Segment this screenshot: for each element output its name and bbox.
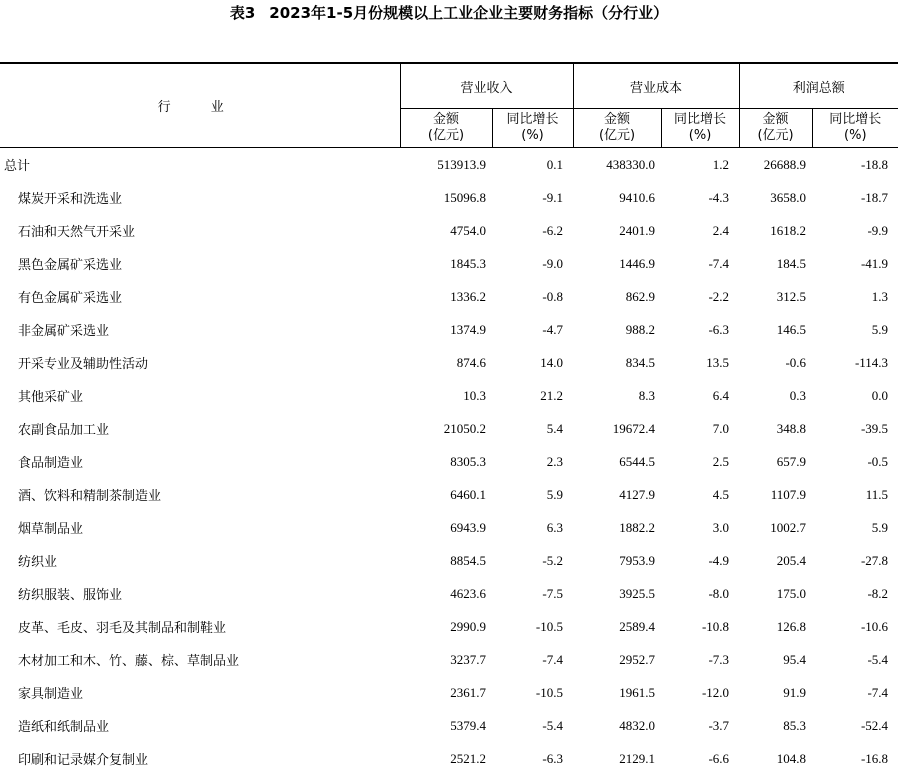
table-row <box>0 610 898 643</box>
profit-growth-cell: -7.4 <box>812 676 898 709</box>
revenue-amount-cell: 1336.2 <box>400 280 492 313</box>
table-row <box>0 709 898 742</box>
profit-growth-cell: -9.9 <box>812 214 898 247</box>
profit-growth-cell: 5.9 <box>812 511 898 544</box>
revenue-growth-cell: -10.5 <box>492 676 573 709</box>
cost-growth-cell: -7.3 <box>661 643 739 676</box>
table-row <box>0 181 898 214</box>
cost-amount-cell: 1446.9 <box>573 247 661 280</box>
profit-growth-cell: -41.9 <box>812 247 898 280</box>
revenue-growth-cell: -6.3 <box>492 742 573 775</box>
table-row <box>0 379 898 412</box>
cost-growth-cell: 4.5 <box>661 478 739 511</box>
cost-growth-cell: -4.9 <box>661 544 739 577</box>
industry-name-cell: 石油和天然气开采业 <box>0 214 400 247</box>
revenue-amount-cell: 4623.6 <box>400 577 492 610</box>
cost-growth-cell: 7.0 <box>661 412 739 445</box>
cost-amount-cell: 7953.9 <box>573 544 661 577</box>
cost-amount-cell: 6544.5 <box>573 445 661 478</box>
profit-growth-cell: 5.9 <box>812 313 898 346</box>
revenue-amount-cell: 874.6 <box>400 346 492 379</box>
table-row <box>0 412 898 445</box>
cost-amount-cell: 2129.1 <box>573 742 661 775</box>
revenue-amount-cell: 1374.9 <box>400 313 492 346</box>
cost-growth-header: 同比增长 (%) <box>661 109 739 148</box>
profit-amount-cell: 126.8 <box>739 610 812 643</box>
cost-growth-cell: -4.3 <box>661 181 739 214</box>
revenue-amount-cell: 6943.9 <box>400 511 492 544</box>
revenue-amount-cell: 8854.5 <box>400 544 492 577</box>
cost-amount-cell: 2589.4 <box>573 610 661 643</box>
cost-amount-cell: 4127.9 <box>573 478 661 511</box>
revenue-growth-cell: 5.4 <box>492 412 573 445</box>
profit-amount-cell: 146.5 <box>739 313 812 346</box>
profit-amount-cell: 95.4 <box>739 643 812 676</box>
industry-name-cell: 酒、饮料和精制茶制造业 <box>0 478 400 511</box>
industry-name-cell: 有色金属矿采选业 <box>0 280 400 313</box>
profit-amount-cell: 184.5 <box>739 247 812 280</box>
table-number: 表3 <box>230 4 255 22</box>
cost-amount-cell: 9410.6 <box>573 181 661 214</box>
profit-amount-cell: 91.9 <box>739 676 812 709</box>
cost-growth-cell: -3.7 <box>661 709 739 742</box>
cost-amount-cell: 19672.4 <box>573 412 661 445</box>
profit-growth-cell: -18.8 <box>812 148 898 182</box>
profit-amount-cell: -0.6 <box>739 346 812 379</box>
industry-name-cell: 总计 <box>0 148 400 182</box>
cost-growth-cell: 2.4 <box>661 214 739 247</box>
table-row <box>0 577 898 610</box>
table-row <box>0 445 898 478</box>
cost-amount-cell: 1961.5 <box>573 676 661 709</box>
industry-name-cell: 木材加工和木、竹、藤、棕、草制品业 <box>0 643 400 676</box>
profit-amount-cell: 348.8 <box>739 412 812 445</box>
revenue-growth-cell: -7.4 <box>492 643 573 676</box>
profit-amount-header: 金额 (亿元) <box>739 109 812 148</box>
table-row <box>0 214 898 247</box>
revenue-amount-cell: 1845.3 <box>400 247 492 280</box>
table-row <box>0 643 898 676</box>
total-row <box>0 148 898 182</box>
industry-name-cell: 纺织业 <box>0 544 400 577</box>
profit-amount-cell: 0.3 <box>739 379 812 412</box>
industry-name-cell: 开采专业及辅助性活动 <box>0 346 400 379</box>
industry-name-cell: 印刷和记录媒介复制业 <box>0 742 400 775</box>
industry-name-cell: 烟草制品业 <box>0 511 400 544</box>
profit-growth-cell: -5.4 <box>812 643 898 676</box>
cost-growth-cell: -12.0 <box>661 676 739 709</box>
revenue-header: 营业收入 <box>400 63 573 109</box>
cost-amount-cell: 1882.2 <box>573 511 661 544</box>
profit-amount-cell: 1002.7 <box>739 511 812 544</box>
table-row <box>0 544 898 577</box>
profit-amount-cell: 104.8 <box>739 742 812 775</box>
revenue-growth-cell: -9.0 <box>492 247 573 280</box>
profit-amount-cell: 657.9 <box>739 445 812 478</box>
cost-amount-cell: 2401.9 <box>573 214 661 247</box>
cost-amount-cell: 8.3 <box>573 379 661 412</box>
table-row <box>0 346 898 379</box>
revenue-growth-cell: 0.1 <box>492 148 573 182</box>
profit-amount-cell: 1618.2 <box>739 214 812 247</box>
revenue-amount-cell: 4754.0 <box>400 214 492 247</box>
revenue-growth-cell: 14.0 <box>492 346 573 379</box>
profit-growth-cell: -18.7 <box>812 181 898 214</box>
cost-growth-cell: -6.6 <box>661 742 739 775</box>
profit-amount-cell: 26688.9 <box>739 148 812 182</box>
industry-name-cell: 其他采矿业 <box>0 379 400 412</box>
revenue-amount-cell: 513913.9 <box>400 148 492 182</box>
table-row <box>0 676 898 709</box>
cost-header: 营业成本 <box>573 63 739 109</box>
cost-amount-cell: 438330.0 <box>573 148 661 182</box>
industry-header: 行 业 <box>0 63 400 148</box>
industry-name-cell: 煤炭开采和洗选业 <box>0 181 400 214</box>
profit-growth-cell: -8.2 <box>812 577 898 610</box>
revenue-amount-cell: 3237.7 <box>400 643 492 676</box>
cost-amount-cell: 4832.0 <box>573 709 661 742</box>
cost-growth-cell: -8.0 <box>661 577 739 610</box>
revenue-amount-cell: 5379.4 <box>400 709 492 742</box>
revenue-amount-cell: 21050.2 <box>400 412 492 445</box>
revenue-amount-cell: 8305.3 <box>400 445 492 478</box>
revenue-amount-cell: 2361.7 <box>400 676 492 709</box>
revenue-growth-cell: -5.2 <box>492 544 573 577</box>
industry-name-cell: 农副食品加工业 <box>0 412 400 445</box>
revenue-growth-cell: 6.3 <box>492 511 573 544</box>
table-row <box>0 280 898 313</box>
cost-amount-header: 金额 (亿元) <box>573 109 661 148</box>
profit-growth-cell: -52.4 <box>812 709 898 742</box>
table-row <box>0 313 898 346</box>
profit-growth-cell: 0.0 <box>812 379 898 412</box>
profit-growth-cell: -10.6 <box>812 610 898 643</box>
revenue-growth-cell: 2.3 <box>492 445 573 478</box>
cost-growth-cell: 3.0 <box>661 511 739 544</box>
table-row <box>0 478 898 511</box>
profit-growth-cell: -114.3 <box>812 346 898 379</box>
industry-name-cell: 造纸和纸制品业 <box>0 709 400 742</box>
profit-amount-cell: 1107.9 <box>739 478 812 511</box>
cost-amount-cell: 988.2 <box>573 313 661 346</box>
cost-growth-cell: 13.5 <box>661 346 739 379</box>
revenue-growth-cell: 5.9 <box>492 478 573 511</box>
profit-growth-cell: 11.5 <box>812 478 898 511</box>
table-title <box>0 4 898 22</box>
revenue-amount-cell: 10.3 <box>400 379 492 412</box>
table-row <box>0 247 898 280</box>
revenue-amount-cell: 2990.9 <box>400 610 492 643</box>
cost-amount-cell: 834.5 <box>573 346 661 379</box>
industry-name-cell: 皮革、毛皮、羽毛及其制品和制鞋业 <box>0 610 400 643</box>
financial-indicators-table <box>0 62 898 775</box>
profit-growth-cell: -16.8 <box>812 742 898 775</box>
revenue-growth-cell: -10.5 <box>492 610 573 643</box>
table-row <box>0 511 898 544</box>
cost-growth-cell: 6.4 <box>661 379 739 412</box>
industry-name-cell: 非金属矿采选业 <box>0 313 400 346</box>
cost-growth-cell: -7.4 <box>661 247 739 280</box>
profit-growth-cell: -27.8 <box>812 544 898 577</box>
revenue-growth-cell: -6.2 <box>492 214 573 247</box>
profit-header: 利润总额 <box>739 63 898 109</box>
profit-amount-cell: 3658.0 <box>739 181 812 214</box>
cost-amount-cell: 3925.5 <box>573 577 661 610</box>
revenue-growth-cell: 21.2 <box>492 379 573 412</box>
profit-growth-cell: -39.5 <box>812 412 898 445</box>
revenue-growth-header: 同比增长 (%) <box>492 109 573 148</box>
table-title-text: 2023年1-5月份规模以上工业企业主要财务指标（分行业） <box>269 4 668 22</box>
profit-amount-cell: 175.0 <box>739 577 812 610</box>
revenue-growth-cell: -7.5 <box>492 577 573 610</box>
profit-amount-cell: 205.4 <box>739 544 812 577</box>
revenue-growth-cell: -9.1 <box>492 181 573 214</box>
revenue-amount-cell: 15096.8 <box>400 181 492 214</box>
cost-growth-cell: -10.8 <box>661 610 739 643</box>
cost-amount-cell: 2952.7 <box>573 643 661 676</box>
industry-name-cell: 家具制造业 <box>0 676 400 709</box>
profit-growth-header: 同比增长 (%) <box>812 109 898 148</box>
revenue-growth-cell: -4.7 <box>492 313 573 346</box>
profit-growth-cell: 1.3 <box>812 280 898 313</box>
industry-name-cell: 纺织服装、服饰业 <box>0 577 400 610</box>
revenue-growth-cell: -0.8 <box>492 280 573 313</box>
table-body <box>0 148 898 775</box>
profit-growth-cell: -0.5 <box>812 445 898 478</box>
cost-growth-cell: -6.3 <box>661 313 739 346</box>
cost-amount-cell: 862.9 <box>573 280 661 313</box>
industry-name-cell: 黑色金属矿采选业 <box>0 247 400 280</box>
cost-growth-cell: 1.2 <box>661 148 739 182</box>
revenue-amount-cell: 2521.2 <box>400 742 492 775</box>
revenue-amount-header: 金额 (亿元) <box>400 109 492 148</box>
profit-amount-cell: 85.3 <box>739 709 812 742</box>
revenue-growth-cell: -5.4 <box>492 709 573 742</box>
table-row <box>0 742 898 775</box>
cost-growth-cell: 2.5 <box>661 445 739 478</box>
revenue-amount-cell: 6460.1 <box>400 478 492 511</box>
industry-name-cell: 食品制造业 <box>0 445 400 478</box>
cost-growth-cell: -2.2 <box>661 280 739 313</box>
profit-amount-cell: 312.5 <box>739 280 812 313</box>
